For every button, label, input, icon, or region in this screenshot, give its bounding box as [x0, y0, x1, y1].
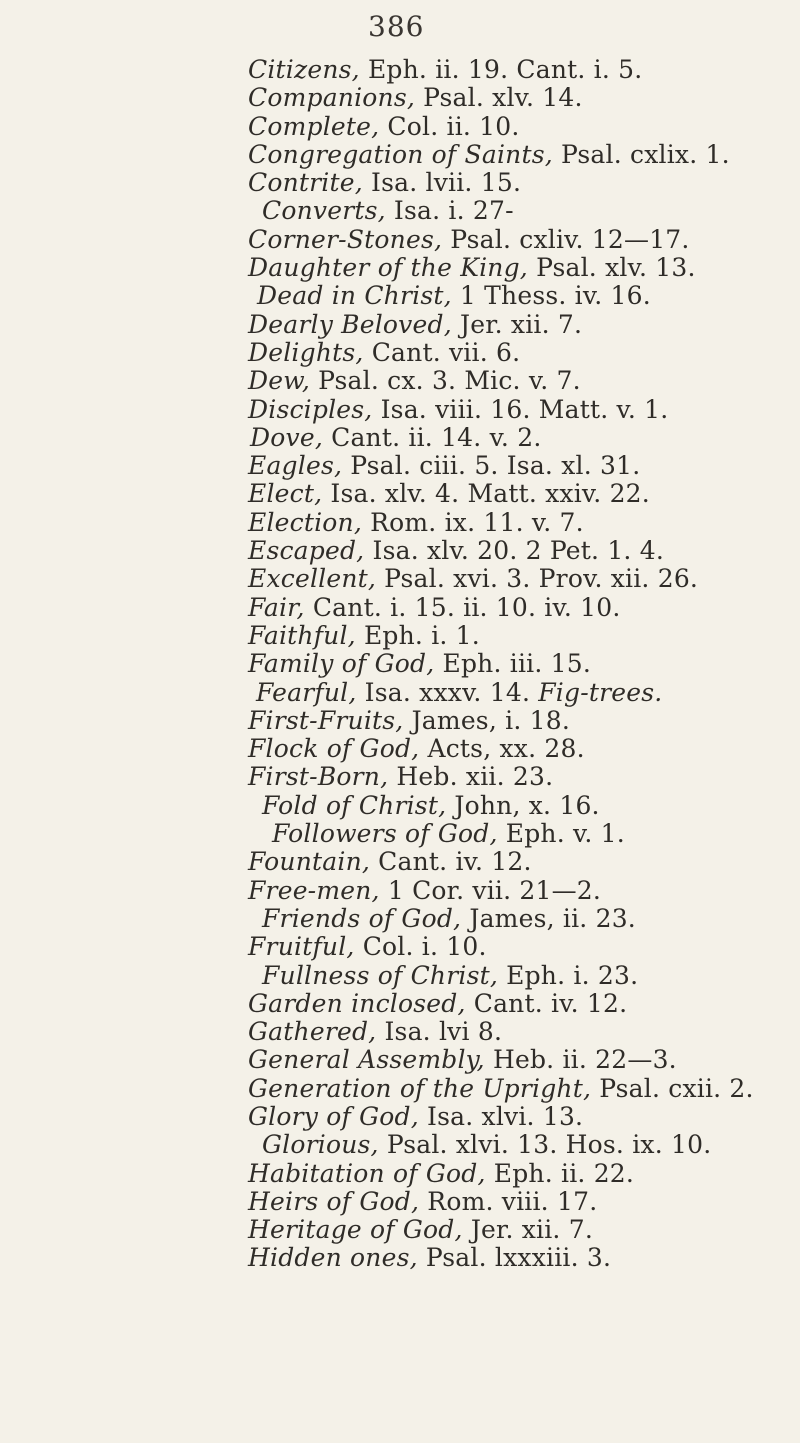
entry-term: Elect,	[248, 479, 323, 509]
index-entry	[0, 735, 800, 763]
entry-term: Friends of God,	[262, 903, 462, 933]
entry-term: Excellent,	[248, 564, 377, 594]
entry-term: Election,	[248, 507, 362, 537]
entry-reference: Cant. i. 15. ii. 10. iv. 10.	[304, 592, 621, 622]
entry-term: Dove,	[250, 422, 323, 452]
entry-term: Dead in Christ,	[257, 281, 452, 311]
entry-term: Disciples,	[248, 394, 373, 424]
entry-term: Corner-Stones,	[248, 224, 443, 254]
entry-reference: Isa. i. 27-	[385, 196, 514, 226]
index-entry	[0, 282, 800, 310]
entry-reference: Psal. ciii. 5. Isa. xl. 31.	[342, 451, 641, 481]
index-entry	[0, 905, 800, 933]
index-entry	[0, 1244, 800, 1272]
entry-reference: Psal. cxliv. 12—17.	[442, 224, 690, 254]
entry-term: Congregation of Saints,	[248, 139, 553, 169]
index-entry	[0, 141, 800, 169]
index-entry	[0, 424, 800, 452]
index-entry	[0, 396, 800, 424]
index-entry	[0, 594, 800, 622]
page-number: 386	[368, 10, 425, 43]
entry-term: Fold of Christ,	[262, 790, 447, 820]
entry-reference: Psal. xvi. 3. Prov. xii. 26.	[376, 564, 699, 594]
entry-reference: Cant. iv. 12.	[370, 847, 532, 877]
index-entry	[0, 1075, 800, 1103]
entry-reference: Psal. cxlix. 1.	[552, 139, 730, 169]
entry-reference: Rom. ix. 11. v. 7.	[361, 507, 584, 537]
index-entry	[0, 933, 800, 961]
entry-term: Glory of God,	[248, 1101, 419, 1131]
entry-term: First-Born,	[248, 762, 389, 792]
entry-term: Converts,	[262, 196, 386, 226]
entry-term: Glorious,	[262, 1130, 379, 1160]
entry-term: Followers of God,	[272, 819, 498, 849]
index-entry	[0, 339, 800, 367]
index-entry	[0, 197, 800, 225]
index-entry	[0, 84, 800, 112]
entry-reference: Isa. xlv. 20. 2 Pet. 1. 4.	[364, 536, 664, 566]
entry-term: Companions,	[248, 83, 416, 113]
index-entry	[0, 1103, 800, 1131]
entry-term: Fair,	[248, 592, 305, 622]
entry-reference: Heb. xii. 23.	[388, 762, 554, 792]
entry-reference: Psal. cx. 3. Mic. v. 7.	[310, 366, 581, 396]
entry-term-secondary: Fig-trees.	[538, 677, 663, 707]
entry-term: Garden inclosed,	[248, 988, 466, 1018]
entry-reference: Isa. viii. 16. Matt. v. 1.	[372, 394, 669, 424]
entry-reference: Jer. xii. 7.	[462, 1215, 593, 1245]
entry-reference: 1 Thess. iv. 16.	[451, 281, 651, 311]
index-entry	[0, 367, 800, 395]
index-entry	[0, 707, 800, 735]
entry-reference: Jer. xii. 7.	[451, 309, 583, 339]
entry-term: Faithful,	[248, 620, 356, 650]
index-entry	[0, 1188, 800, 1216]
index-entry	[0, 565, 800, 593]
entry-term: First-Fruits,	[248, 705, 404, 735]
entry-reference: Isa. xxxv. 14.	[356, 677, 539, 707]
entry-term: Daughter of the King,	[248, 253, 528, 283]
entry-reference: Eph. ii. 22.	[485, 1158, 635, 1188]
entry-reference: Psal. xlvi. 13. Hos. ix. 10.	[378, 1130, 712, 1160]
index-entry	[0, 990, 800, 1018]
index-entry	[0, 679, 800, 707]
index-entry	[0, 820, 800, 848]
index-entry	[0, 1216, 800, 1244]
entry-reference: Col. i. 10.	[354, 932, 487, 962]
entry-reference: John, x. 16.	[446, 790, 600, 820]
index-entry	[0, 1018, 800, 1046]
entry-term: Hidden ones,	[248, 1243, 418, 1273]
entry-reference: Psal. xlv. 14.	[415, 83, 583, 113]
entry-reference: Eph. i. 23.	[498, 960, 639, 990]
index-entry	[0, 1131, 800, 1159]
index-entry	[0, 311, 800, 339]
entry-reference: Eph. ii. 19. Cant. i. 5.	[359, 55, 643, 84]
entry-term: Delights,	[248, 337, 364, 367]
index-entry	[0, 1046, 800, 1074]
entry-term: Contrite,	[248, 168, 363, 198]
index-entries	[0, 56, 800, 1273]
entry-term: Free-men,	[248, 875, 380, 905]
entry-term: General Assembly,	[248, 1045, 485, 1075]
entry-term: Fearful,	[256, 677, 357, 707]
entry-reference: Cant. iv. 12.	[465, 988, 628, 1018]
index-entry	[0, 509, 800, 537]
entry-reference: Isa. lvii. 15.	[362, 168, 522, 198]
entry-term: Eagles,	[248, 451, 343, 481]
entry-reference: Cant. vii. 6.	[363, 337, 521, 367]
entry-term: Complete,	[248, 111, 380, 141]
entry-term: Dearly Beloved,	[248, 309, 452, 339]
index-entry	[0, 962, 800, 990]
index-entry	[0, 452, 800, 480]
entry-term: Heirs of God,	[248, 1186, 420, 1216]
entry-reference: Eph. i. 1.	[355, 620, 480, 650]
entry-term: Fruitful,	[248, 932, 355, 962]
entry-term: Fountain,	[248, 847, 371, 877]
entry-term: Generation of the Upright,	[248, 1073, 592, 1103]
index-entry	[0, 169, 800, 197]
index-entry	[0, 792, 800, 820]
entry-reference: Rom. viii. 17.	[419, 1186, 598, 1216]
entry-term: Heritage of God,	[248, 1215, 463, 1245]
index-entry	[0, 254, 800, 282]
index-entry	[0, 56, 800, 84]
entry-term: Fullness of Christ,	[262, 960, 498, 990]
entry-term: Habitation of God,	[248, 1158, 486, 1188]
index-entry	[0, 877, 800, 905]
entry-term: Citizens,	[248, 55, 360, 84]
index-entry	[0, 537, 800, 565]
entry-reference: James, ii. 23.	[461, 903, 636, 933]
index-entry	[0, 848, 800, 876]
index-entry	[0, 1160, 800, 1188]
entry-reference: Col. ii. 10.	[379, 111, 520, 141]
entry-reference: Psal. xlv. 13.	[527, 253, 696, 283]
index-entry	[0, 113, 800, 141]
index-entry	[0, 226, 800, 254]
index-entry	[0, 650, 800, 678]
entry-reference: James, i. 18.	[403, 705, 570, 735]
index-entry	[0, 763, 800, 791]
entry-term: Gathered,	[248, 1017, 377, 1047]
entry-term: Family of God,	[248, 649, 435, 679]
entry-reference: Isa. lvi 8.	[376, 1017, 503, 1047]
entry-term: Flock of God,	[248, 734, 420, 764]
entry-reference: Cant. ii. 14. v. 2.	[322, 422, 542, 452]
entry-reference: 1 Cor. vii. 21—2.	[379, 875, 602, 905]
entry-reference: Psal. cxii. 2.	[591, 1073, 754, 1103]
entry-reference: Heb. ii. 22—3.	[484, 1045, 677, 1075]
index-entry	[0, 480, 800, 508]
entry-term: Escaped,	[248, 536, 365, 566]
entry-term: Dew,	[248, 366, 311, 396]
entry-reference: Acts, xx. 28.	[419, 734, 585, 764]
entry-reference: Eph. v. 1.	[497, 819, 625, 849]
index-entry	[0, 622, 800, 650]
entry-reference: Psal. lxxxiii. 3.	[417, 1243, 612, 1273]
entry-reference: Isa. xlvi. 13.	[418, 1101, 584, 1131]
entry-reference: Eph. iii. 15.	[434, 649, 591, 679]
entry-reference: Isa. xlv. 4. Matt. xxiv. 22.	[322, 479, 650, 509]
